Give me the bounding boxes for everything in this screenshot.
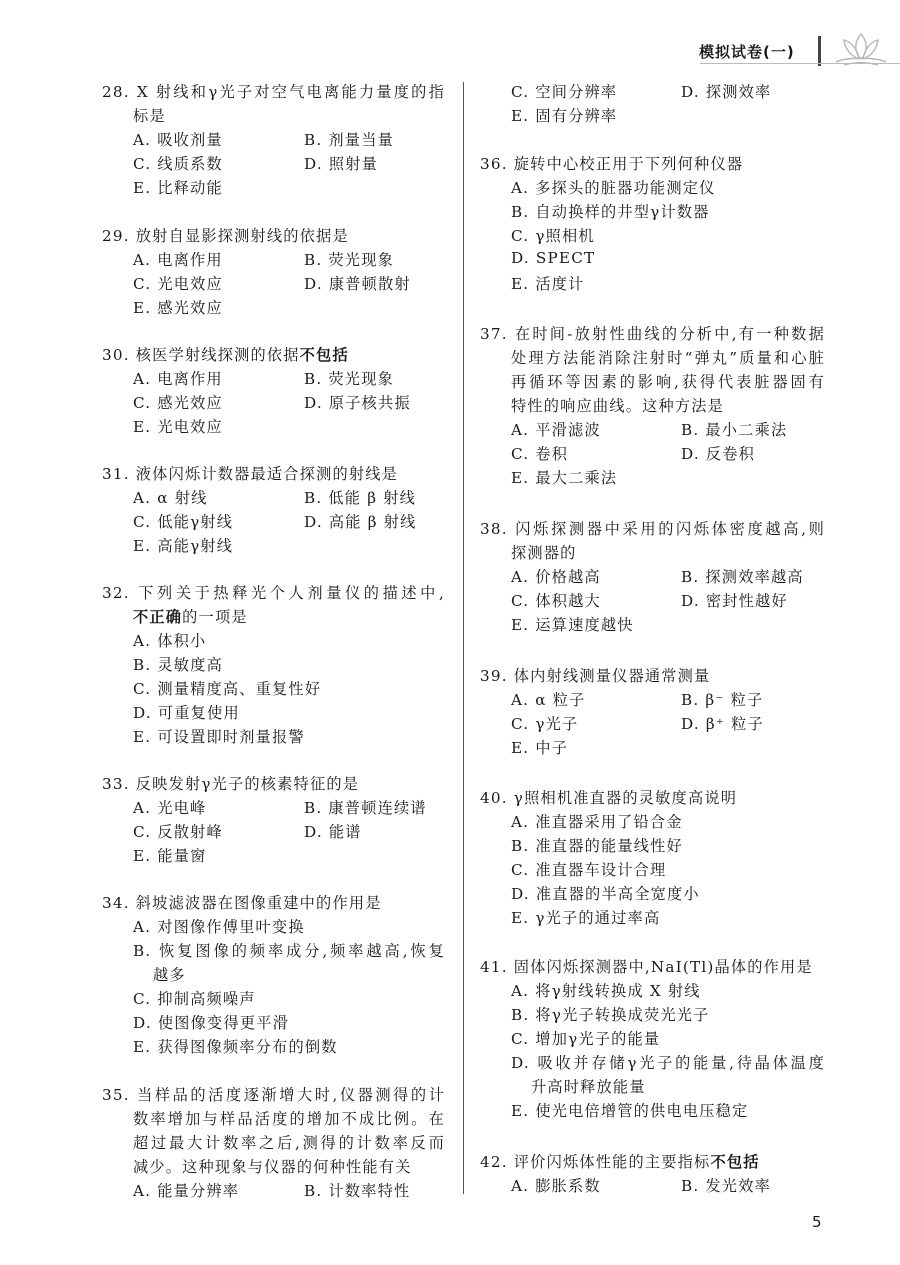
question-number: 32.	[102, 584, 130, 602]
question-number: 31.	[102, 465, 130, 483]
question-stem: 的一项是	[182, 608, 248, 626]
option-a[interactable]: A. 对图像作傅里叶变换	[133, 918, 305, 936]
option-d[interactable]: D. 探测效率	[681, 83, 772, 101]
option-b[interactable]: B. 准直器的能量线性好	[511, 837, 683, 855]
option-e[interactable]: E. γ光子的通过率高	[511, 909, 661, 927]
question-stem: 探测器的	[511, 544, 577, 562]
option-d[interactable]: D. 反卷积	[681, 445, 756, 463]
question-number: 36.	[480, 155, 508, 173]
option-a[interactable]: A. 膨胀系数	[511, 1177, 601, 1195]
option-b[interactable]: B. 康普顿连续谱	[304, 799, 427, 817]
question-stem: 反映发射γ光子的核素特征的是	[135, 775, 360, 793]
option-c[interactable]: C. 线质系数	[133, 155, 223, 173]
option-d[interactable]: D. β⁺ 粒子	[681, 715, 764, 733]
question-stem: 旋转中心校正用于下列何种仪器	[513, 155, 744, 173]
option-d[interactable]: D. 能谱	[304, 823, 362, 841]
option-a[interactable]: A. 光电峰	[133, 799, 207, 817]
option-b[interactable]: B. 低能 β 射线	[304, 489, 417, 507]
option-c[interactable]: C. 空间分辨率	[511, 83, 618, 101]
option-d[interactable]: D. 康普顿散射	[304, 275, 411, 293]
option-e[interactable]: E. 光电效应	[133, 418, 223, 436]
emphasis-text: 不包括	[299, 346, 349, 364]
header-title: 模拟试卷(一)	[699, 43, 795, 61]
option-a[interactable]: A. 多探头的脏器功能测定仪	[511, 179, 716, 197]
option-b[interactable]: B. 荧光现象	[304, 251, 394, 269]
option-e[interactable]: E. 中子	[511, 739, 569, 757]
question-stem: 放射自显影探测射线的依据是	[135, 227, 349, 245]
option-b[interactable]: B. 自动换样的井型γ计数器	[511, 203, 710, 221]
question-number: 33.	[102, 775, 130, 793]
page-number: 5	[812, 1213, 822, 1231]
option-a[interactable]: A. α 粒子	[511, 691, 586, 709]
option-c[interactable]: C. 抑制高频噪声	[133, 990, 256, 1008]
option-e[interactable]: E. 获得图像频率分布的倒数	[133, 1038, 338, 1056]
question-stem: 减少。这种现象与仪器的何种性能有关	[133, 1158, 412, 1176]
option-b[interactable]: B. 恢复图像的频率成分,频率越高,恢复	[133, 942, 445, 960]
option-c[interactable]: C. 增加γ光子的能量	[511, 1030, 661, 1048]
option-e[interactable]: E. 可设置即时剂量报警	[133, 728, 305, 746]
option-d[interactable]: D. 可重复使用	[133, 704, 240, 722]
option-b[interactable]: B. 计数率特性	[304, 1182, 411, 1200]
option-a[interactable]: A. 电离作用	[133, 370, 223, 388]
option-d[interactable]: D. 准直器的半高全宽度小	[511, 885, 700, 903]
option-c[interactable]: C. 准直器车设计合理	[511, 861, 667, 879]
option-a[interactable]: A. 吸收剂量	[133, 131, 223, 149]
option-b[interactable]: B. 剂量当量	[304, 131, 394, 149]
question-stem: 闪烁探测器中采用的闪烁体密度越高,则	[515, 520, 825, 538]
option-e[interactable]: E. 运算速度越快	[511, 616, 634, 634]
option-a[interactable]: A. 电离作用	[133, 251, 223, 269]
option-b[interactable]: B. 发光效率	[681, 1177, 771, 1195]
option-c[interactable]: C. 测量精度高、重复性好	[133, 680, 322, 698]
option-c[interactable]: C. γ照相机	[511, 227, 595, 245]
question-stem: 处理方法能消除注射时“弹丸”质量和心脏	[511, 349, 825, 367]
option-e[interactable]: E. 最大二乘法	[511, 469, 618, 487]
option-a[interactable]: A. 能量分辨率	[133, 1182, 240, 1200]
emphasis-text: 不包括	[710, 1153, 760, 1171]
question-stem: 标是	[133, 107, 166, 125]
question-stem: 液体闪烁计数器最适合探测的射线是	[135, 465, 398, 483]
option-b[interactable]: B. 探测效率越高	[681, 568, 804, 586]
option-c[interactable]: C. 低能γ射线	[133, 513, 234, 531]
option-a[interactable]: A. 将γ射线转换成 X 射线	[511, 982, 701, 1000]
option-c[interactable]: C. 反散射峰	[133, 823, 223, 841]
lotus-logo-icon	[830, 26, 892, 66]
question-stem: X 射线和γ光子对空气电离能力量度的指	[136, 83, 445, 101]
question-stem: 特性的响应曲线。这种方法是	[511, 397, 725, 415]
question-stem: 体内射线测量仪器通常测量	[513, 667, 711, 685]
question-number: 37.	[480, 325, 508, 343]
option-a[interactable]: A. 体积小	[133, 632, 207, 650]
option-b[interactable]: B. 最小二乘法	[681, 421, 788, 439]
question-number: 38.	[480, 520, 508, 538]
question-stem: 评价闪烁体性能的主要指标	[513, 1153, 711, 1171]
question-number: 34.	[102, 894, 130, 912]
question-stem: 再循环等因素的影响,获得代表脏器固有	[511, 373, 825, 391]
question-number: 29.	[102, 227, 130, 245]
option-e[interactable]: E. 高能γ射线	[133, 537, 234, 555]
option-b[interactable]: B. 灵敏度高	[133, 656, 223, 674]
option-a[interactable]: A. 准直器采用了铅合金	[511, 813, 683, 831]
question-stem: 固体闪烁探测器中,NaI(Tl)晶体的作用是	[513, 958, 813, 976]
option-c[interactable]: C. 感光效应	[133, 394, 223, 412]
option-d-cont: 升高时释放能量	[531, 1078, 646, 1096]
question-number: 42.	[480, 1153, 508, 1171]
option-c[interactable]: C. 体积越大	[511, 592, 601, 610]
question-number: 41.	[480, 958, 508, 976]
emphasis-text: 不正确	[133, 608, 183, 626]
option-b[interactable]: B. 将γ光子转换成荧光光子	[511, 1006, 710, 1024]
question-stem: 超过最大计数率之后,测得的计数率反而	[133, 1134, 445, 1152]
question-stem: 核医学射线探测的依据	[135, 346, 300, 364]
option-d[interactable]: D. 吸收并存储γ光子的能量,待晶体温度	[511, 1054, 825, 1072]
question-number: 40.	[480, 789, 508, 807]
option-b[interactable]: B. β⁻ 粒子	[681, 691, 764, 709]
option-e[interactable]: E. 活度计	[511, 275, 585, 293]
option-c[interactable]: C. 光电效应	[133, 275, 223, 293]
question-stem: 当样品的活度逐渐增大时,仪器测得的计	[137, 1086, 445, 1104]
question-number: 28.	[102, 83, 130, 101]
question-stem: 数率增加与样品活度的增加不成比例。在	[133, 1110, 445, 1128]
option-d[interactable]: D. SPECT	[511, 249, 596, 267]
option-c[interactable]: C. γ光子	[511, 715, 579, 733]
question-stem: γ照相机准直器的灵敏度高说明	[513, 789, 738, 807]
option-e[interactable]: E. 能量窗	[133, 847, 207, 865]
option-b-cont: 越多	[153, 966, 186, 984]
question-number: 30.	[102, 346, 130, 364]
option-e[interactable]: E. 感光效应	[133, 299, 223, 317]
question-number: 35.	[102, 1086, 130, 1104]
left-column	[102, 0, 445, 1265]
question-stem: 下列关于热释光个人剂量仪的描述中,	[138, 584, 446, 602]
question-stem: 在时间-放射性曲线的分析中,有一种数据	[514, 325, 825, 343]
option-e[interactable]: E. 固有分辨率	[511, 107, 618, 125]
option-b[interactable]: B. 荧光现象	[304, 370, 394, 388]
option-a[interactable]: A. α 射线	[133, 489, 208, 507]
question-stem: 斜坡滤波器在图像重建中的作用是	[135, 894, 382, 912]
option-e[interactable]: E. 比释动能	[133, 179, 223, 197]
option-e[interactable]: E. 使光电倍增管的供电电压稳定	[511, 1102, 749, 1120]
option-d[interactable]: D. 原子核共振	[304, 394, 411, 412]
option-d[interactable]: D. 照射量	[304, 155, 379, 173]
column-divider	[463, 82, 464, 1194]
option-c[interactable]: C. 卷积	[511, 445, 569, 463]
option-a[interactable]: A. 平滑滤波	[511, 421, 601, 439]
option-d[interactable]: D. 密封性越好	[681, 592, 788, 610]
option-d[interactable]: D. 使图像变得更平滑	[133, 1014, 289, 1032]
option-d[interactable]: D. 高能 β 射线	[304, 513, 417, 531]
right-column	[480, 0, 825, 1265]
option-a[interactable]: A. 价格越高	[511, 568, 601, 586]
question-number: 39.	[480, 667, 508, 685]
